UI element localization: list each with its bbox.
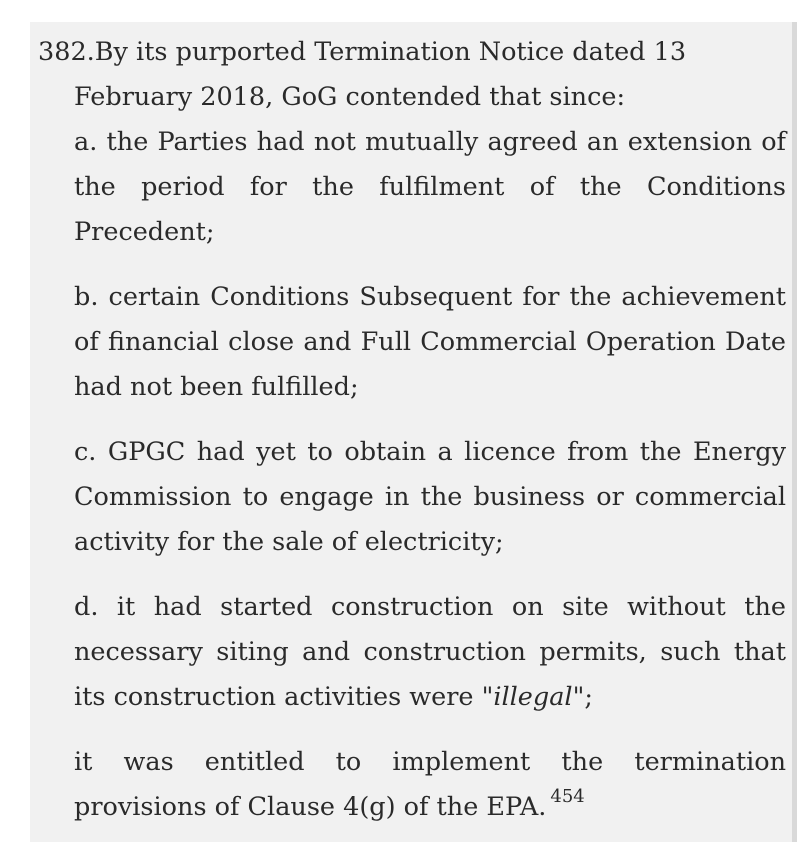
paragraph-number: 382.	[38, 37, 95, 67]
list-item-c: c. GPGC had yet to obtain a licence from the Energy Commission to engage in the business or commercial activity for the sale of electricity;	[74, 437, 786, 557]
list-item-b: b. certain Conditions Subsequent for the achievement of financial close and Full Commercial Operation Date had not been fulfilled;	[74, 282, 786, 402]
paragraph-lead-line	[38, 30, 786, 75]
page-edge-rule	[792, 22, 797, 842]
paragraph-lead-continuation: February 2018, GoG contended that since:	[74, 82, 626, 112]
conclusion-text: it was entitled to implement the termination provisions of Clause 4(g) of the EPA.	[74, 747, 786, 822]
paragraph-382	[38, 30, 786, 830]
paragraph-conclusion	[38, 740, 786, 830]
list-item-d-text: d. it had started construction on site without the necessary siting and construction permits, such that its construction activities were "	[74, 592, 786, 712]
list-item-d-emphasis: illegal	[493, 682, 573, 712]
list-item-d	[38, 585, 786, 720]
list-item-d-closing: ";	[572, 682, 593, 712]
document-page	[30, 22, 792, 842]
footnote-reference[interactable]: 454	[550, 786, 585, 807]
list-item-a: a. the Parties had not mutually agreed an extension of the period for the fulfilment of the Conditions Precedent;	[74, 127, 786, 247]
paragraph-lead-text: By its purported Termination Notice dated 13	[94, 37, 687, 67]
